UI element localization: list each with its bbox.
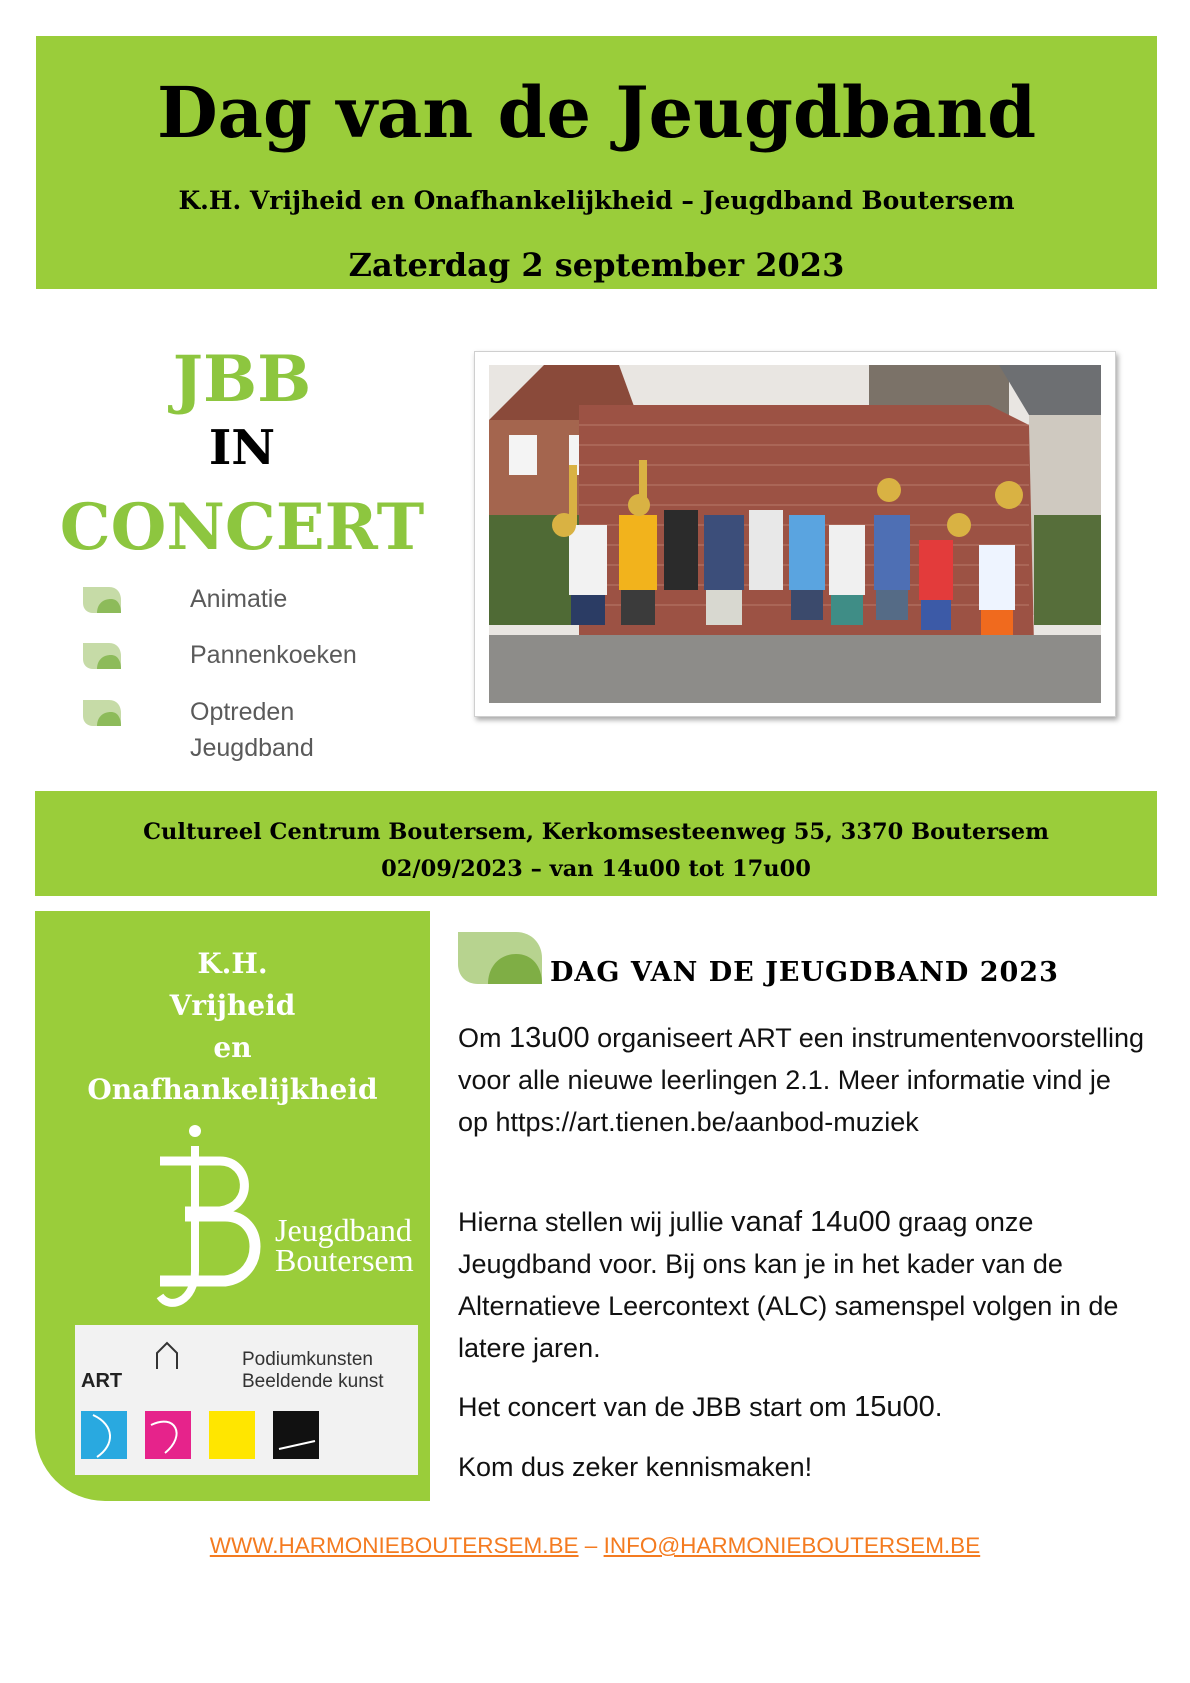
location-address: Cultureel Centrum Boutersem, Kerkomsesteenweg 55, 3370 Boutersem [143,819,1049,845]
paragraph-art: Om 13u00 organiseert ART een instrumentenvoorstelling voor alle nieuwe leerlingen 2.1. Meer informatie vind je op https://art.tienen.be/aanbod-muziek [458,1022,1144,1137]
art-line-beeldende-kunst: Beeldende kunst [242,1371,384,1392]
jbb-heading: JBB [172,342,312,417]
org-name-line: Vrijheid [169,989,296,1022]
paragraph-concert: Het concert van de JBB start om 15u00. [458,1391,943,1423]
page-title: Dag van de Jeugdband [156,71,1037,154]
leaf-bullet-icon [83,643,121,669]
organizer-panel [35,911,430,1501]
section-title: DAG VAN DE JEUGDBAND 2023 [550,957,1059,988]
email-link[interactable]: INFO@HARMONIEBOUTERSEM.BE [603,1533,981,1558]
leaf-bullet-icon [83,700,121,726]
jbb-in-heading: IN [208,420,276,476]
footer-separator: – [578,1533,604,1558]
paragraph-jeugdband: Hierna stellen wij jullie vanaf 14u00 graag onze Jeugdband voor. Bij ons kan je in het kader van de Alternatieve Leercontext (ALC) samenspel volgen in de latere jaren. [458,1206,1119,1363]
website-link[interactable]: WWW.HARMONIEBOUTERSEM.BE [209,1533,579,1558]
art-academy-logo [75,1325,418,1475]
bullet-item: Animatie [190,585,288,613]
org-name-line: Onafhankelijkheid [87,1073,378,1106]
logo-text-jeugdband: Jeugdband [275,1212,412,1248]
jeugdband-logo [125,1121,415,1321]
art-line-podiumkunsten: Podiumkunsten [242,1349,373,1370]
event-date: Zaterdag 2 september 2023 [348,246,845,284]
leaf-section-icon [458,932,542,984]
org-name-line: K.H. [197,947,268,980]
header-banner [36,36,1157,289]
page-subtitle: K.H. Vrijheid en Onafhankelijkheid – Jeugdband Boutersem [178,186,1015,215]
paragraph-closing: Kom dus zeker kennismaken! [458,1452,813,1482]
location-banner [35,791,1157,896]
jbb-concert-heading: CONCERT [59,490,425,565]
footer [0,1533,1190,1559]
leaf-bullet-icon [83,587,121,613]
logo-text-boutersem: Boutersem [275,1242,414,1278]
org-name-line: en [213,1031,252,1064]
bullet-item: Pannenkoeken [190,641,357,669]
photo-frame [474,351,1116,717]
art-logo-text: ART [81,1370,123,1392]
bullet-item: Optreden Jeugdband [190,698,314,762]
location-time: 02/09/2023 – van 14u00 tot 17u00 [381,856,811,882]
art-logo-graphic [75,1325,418,1475]
band-photo [489,365,1101,703]
